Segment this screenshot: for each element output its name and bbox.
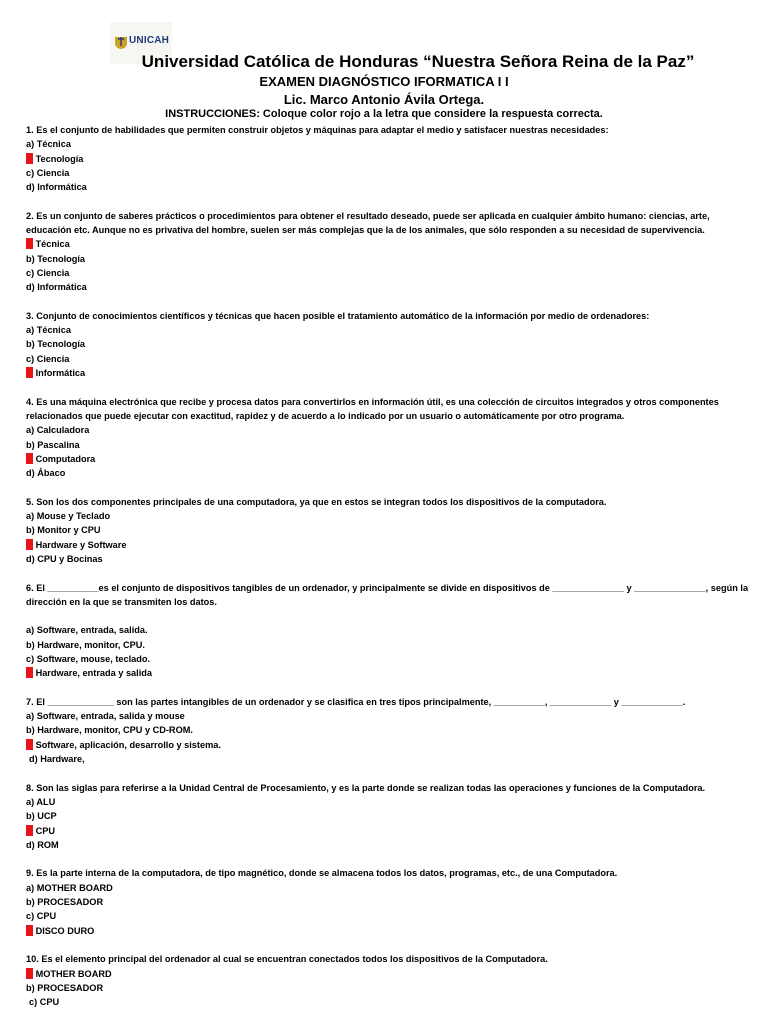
option-c[interactable]: c) CPU xyxy=(26,911,57,922)
question-1 xyxy=(26,123,752,194)
red-mark-icon xyxy=(26,667,33,678)
option-d[interactable]: d) Informática xyxy=(26,182,87,193)
option-label: Informática xyxy=(35,368,86,379)
teacher-name: Lic. Marco Antonio Ávila Ortega. xyxy=(283,92,485,107)
option-label: Software, aplicación, desarrollo y sistema. xyxy=(35,739,221,750)
red-mark-icon xyxy=(26,367,33,378)
option-a[interactable]: a) Software, entrada, salida y mouse xyxy=(26,711,185,722)
question-text: 6. El __________es el conjunto de dispositivos tangibles de un ordenador, y principalmente se divide en dispositivos de ______________ y ______________, según la dirección en la que se transmiten los datos. xyxy=(26,582,749,607)
option-label: Hardware, entrada y salida xyxy=(35,668,152,679)
logo-text: UNICAH xyxy=(129,35,170,46)
question-text: 3. Conjunto de conocimientos científicos y técnicas que hacen posible el tratamiento automático de la información por medio de ordenadores: xyxy=(26,310,650,321)
option-d[interactable]: d) Ábaco xyxy=(26,468,66,479)
question-7 xyxy=(26,695,752,766)
option-b[interactable]: b) Hardware, monitor, CPU y CD-ROM. xyxy=(26,725,193,736)
question-9 xyxy=(26,866,752,937)
option-c-selected[interactable] xyxy=(26,738,752,752)
question-text: 8. Son las siglas para referirse a la Unidad Central de Procesamiento, y es la parte donde se realizan todas las operaciones y funciones de la Computadora. xyxy=(26,782,706,793)
question-4 xyxy=(26,395,752,481)
option-b[interactable]: b) PROCESADOR xyxy=(26,897,104,908)
option-d-selected[interactable] xyxy=(26,366,752,380)
question-list xyxy=(26,123,752,1024)
option-label: MOTHER BOARD xyxy=(35,968,112,979)
red-mark-icon xyxy=(26,539,33,550)
option-a-selected[interactable] xyxy=(26,237,752,251)
question-8 xyxy=(26,781,752,852)
red-mark-icon xyxy=(26,238,33,249)
option-b[interactable]: b) Tecnología xyxy=(26,339,86,350)
option-c[interactable]: c) CPU xyxy=(29,997,60,1008)
question-6 xyxy=(26,581,752,681)
option-label: Tecnología xyxy=(35,153,84,164)
question-3 xyxy=(26,309,752,380)
option-a[interactable]: a) Calculadora xyxy=(26,425,90,436)
option-label: Hardware y Software xyxy=(35,539,127,550)
instructions: INSTRUCCIONES: Coloque color rojo a la letra que considere la respuesta correcta. xyxy=(165,108,603,120)
red-mark-icon xyxy=(26,153,33,164)
red-mark-icon xyxy=(26,968,33,979)
red-mark-icon xyxy=(26,739,33,750)
option-a[interactable]: a) Mouse y Teclado xyxy=(26,511,111,522)
option-b[interactable]: b) Pascalina xyxy=(26,439,80,450)
option-a[interactable]: a) Técnica xyxy=(26,325,71,336)
option-b[interactable]: b) Monitor y CPU xyxy=(26,525,101,536)
option-c-selected[interactable] xyxy=(26,452,752,466)
option-c-selected[interactable] xyxy=(26,824,752,838)
red-mark-icon xyxy=(26,825,33,836)
option-a[interactable]: a) MOTHER BOARD xyxy=(26,882,113,893)
option-label: DISCO DURO xyxy=(35,925,95,936)
question-10 xyxy=(26,952,752,1009)
question-text: 9. Es la parte interna de la computadora, de tipo magnético, donde se almacena todos los datos, programas, etc., de una Computadora. xyxy=(26,868,618,879)
option-c[interactable]: c) Ciencia xyxy=(26,167,70,178)
option-b[interactable]: b) Tecnología xyxy=(26,253,86,264)
option-d[interactable]: d) Hardware, xyxy=(29,754,85,765)
option-label: Técnica xyxy=(35,239,70,250)
option-c[interactable]: c) Ciencia xyxy=(26,267,70,278)
question-text: 10. Es el elemento principal del ordenador al cual se encuentran conectados todos los dispositivos de la Computadora. xyxy=(26,954,548,965)
option-c-selected[interactable] xyxy=(26,538,752,552)
option-b[interactable]: b) PROCESADOR xyxy=(26,982,104,993)
option-a-selected[interactable] xyxy=(26,967,752,981)
question-text: 1. Es el conjunto de habilidades que permiten construir objetos y máquinas para adaptar el medio y satisfacer nuestras necesidades: xyxy=(26,125,609,135)
university-title: Universidad Católica de Honduras “Nuestra Señora Reina de la Paz” xyxy=(141,52,695,71)
exam-title: EXAMEN DIAGNÓSTICO IFORMATICA I I xyxy=(259,74,509,89)
shield-icon xyxy=(114,34,128,50)
option-a[interactable]: a) Técnica xyxy=(26,139,71,150)
option-label: Computadora xyxy=(35,453,96,464)
question-text: 4. Es una máquina electrónica que recibe y procesa datos para convertirlos en información útil, es una colección de circuitos integrados y otros componentes relacionados que puede ejecutar con exactitud, rapidez y de acuerdo a lo indicado por un usuario o automáticamente por otro programa. xyxy=(26,396,719,421)
option-d[interactable]: d) CPU y Bocinas xyxy=(26,553,103,564)
option-label: CPU xyxy=(35,825,55,836)
option-c[interactable]: c) Ciencia xyxy=(26,353,70,364)
question-text: 2. Es un conjunto de saberes prácticos o procedimientos para obtener el resultado deseado, puede ser aplicada en cualquier ámbito humano: ciencias, arte, educación etc. Aunque no es privativa del hombre, suelen ser más complejas que la de los animales, que sólo responden a su necesidad de supervivencia. xyxy=(26,210,710,236)
option-c[interactable]: c) Software, mouse, teclado. xyxy=(26,653,151,664)
option-a[interactable]: a) Software, entrada, salida. xyxy=(26,625,148,636)
option-b-selected[interactable] xyxy=(26,152,752,166)
option-a[interactable]: a) ALU xyxy=(26,796,56,807)
option-b[interactable]: b) Hardware, monitor, CPU. xyxy=(26,639,145,650)
question-text: 7. El _____________ son las partes intangibles de un ordenador y se clasifica en tres tipos principalmente, __________, ____________ y ____________. xyxy=(26,696,686,707)
question-text: 5. Son los dos componentes principales de una computadora, ya que en estos se integran todos los dispositivos de la computadora. xyxy=(26,496,607,507)
option-d[interactable]: d) Informática xyxy=(26,282,87,293)
option-d-selected[interactable] xyxy=(26,666,752,680)
option-d[interactable]: d) ROM xyxy=(26,839,59,850)
question-2 xyxy=(26,209,752,295)
option-b[interactable]: b) UCP xyxy=(26,811,57,822)
question-5 xyxy=(26,495,752,566)
red-mark-icon xyxy=(26,453,33,464)
option-d-selected[interactable] xyxy=(26,924,752,938)
red-mark-icon xyxy=(26,925,33,936)
